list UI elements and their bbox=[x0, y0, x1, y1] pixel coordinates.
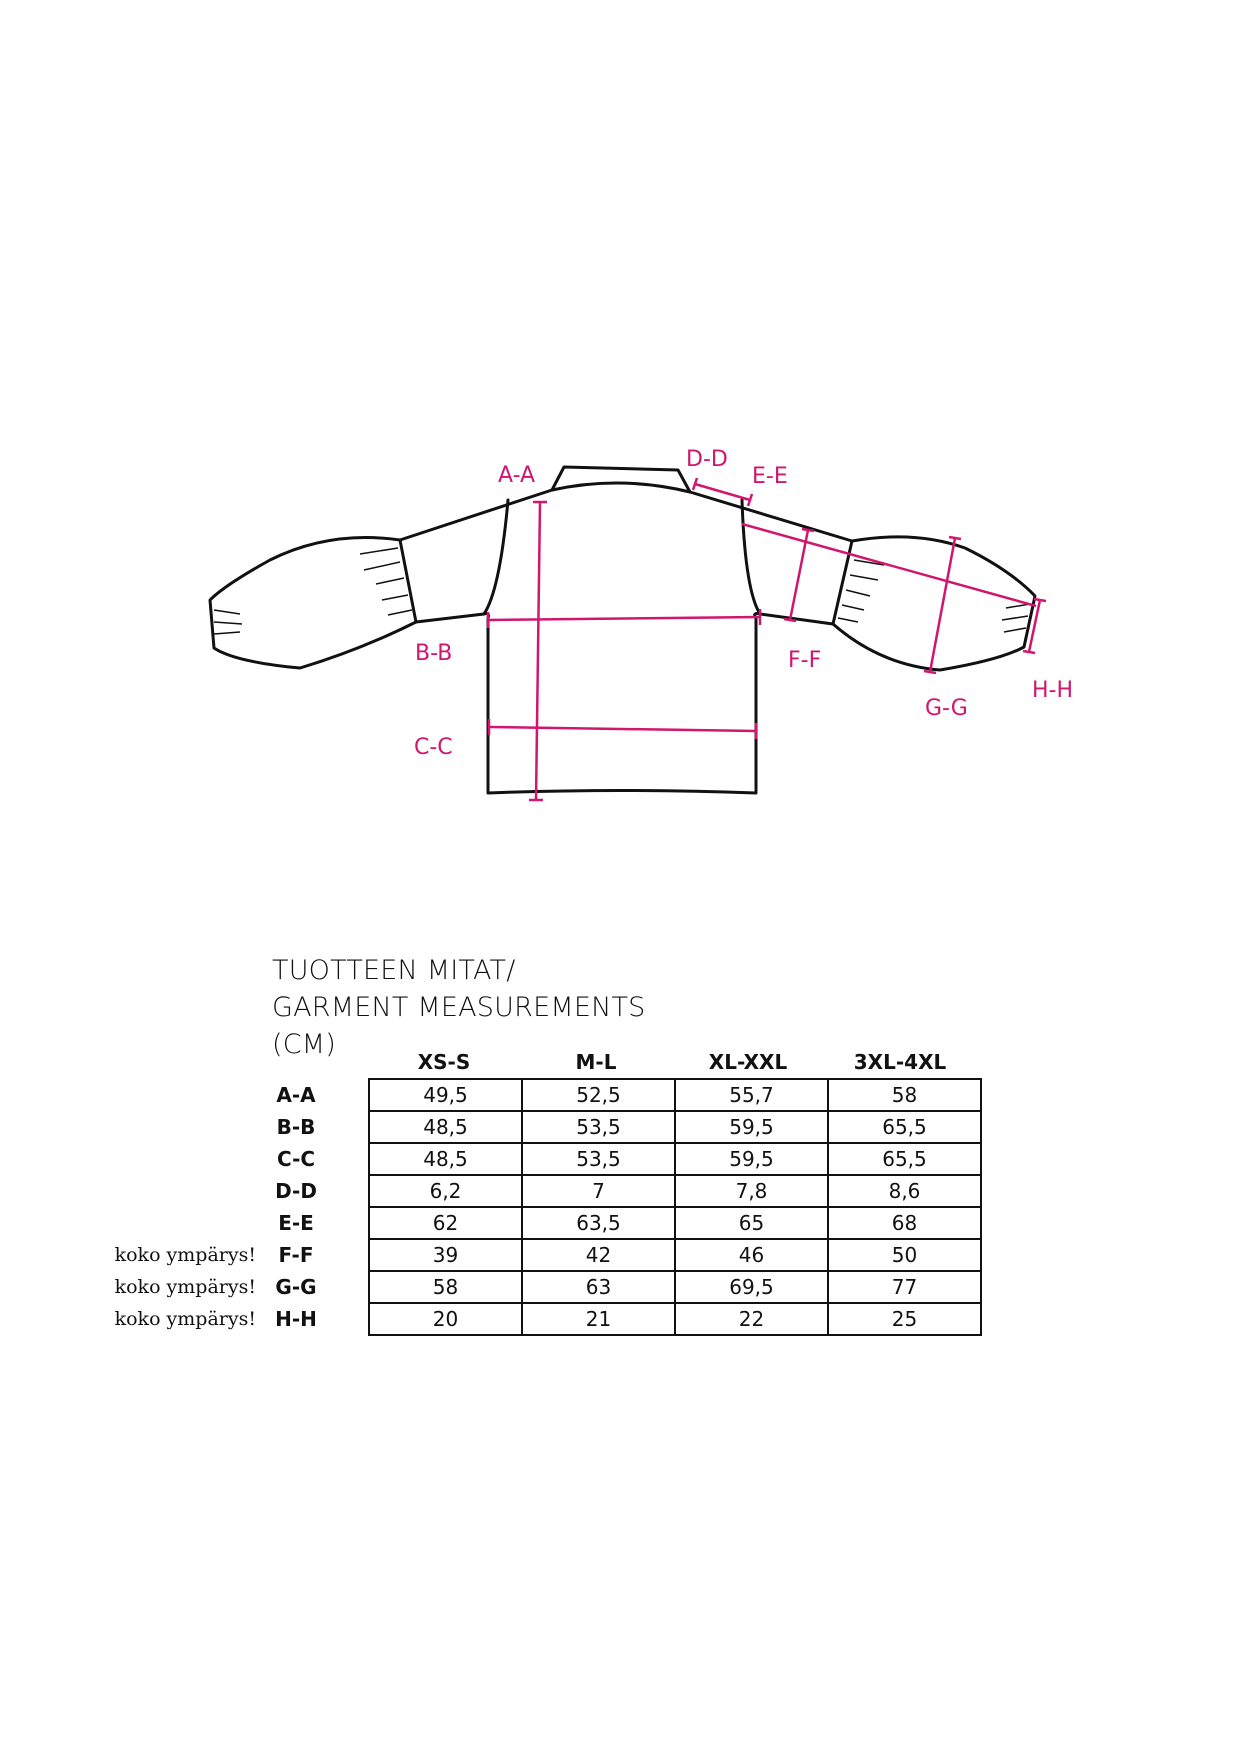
table-row bbox=[369, 1303, 981, 1335]
label-bb: B-B bbox=[415, 641, 453, 666]
table-cell: 65,5 bbox=[828, 1111, 981, 1143]
table-row bbox=[369, 1271, 981, 1303]
table-cell: 55,7 bbox=[675, 1079, 828, 1111]
left-puff-sleeve bbox=[210, 538, 416, 669]
table-cell: 52,5 bbox=[522, 1079, 675, 1111]
table-row bbox=[369, 1175, 981, 1207]
column-header-xl-xxl: XL-XXL bbox=[708, 1050, 788, 1074]
measure-gg-line bbox=[930, 538, 955, 672]
measure-dd-line bbox=[695, 484, 750, 500]
row-code: A-A bbox=[276, 1083, 316, 1107]
table-cell: 58 bbox=[369, 1271, 522, 1303]
table-cell: 48,5 bbox=[369, 1111, 522, 1143]
measure-cc-line bbox=[489, 727, 756, 731]
title-line-1: TUOTTEEN MITAT/ bbox=[272, 955, 516, 986]
table-title bbox=[272, 952, 646, 1063]
table-cell: 7 bbox=[522, 1175, 675, 1207]
right-shoulder bbox=[690, 492, 852, 541]
title-line-3: (CM) bbox=[272, 1029, 337, 1060]
sweater-outline bbox=[210, 467, 1035, 793]
table-cell: 63,5 bbox=[522, 1207, 675, 1239]
table-cell: 21 bbox=[522, 1303, 675, 1335]
table-cell: 8,6 bbox=[828, 1175, 981, 1207]
table-row bbox=[369, 1079, 981, 1111]
label-ff: F-F bbox=[788, 648, 822, 673]
body bbox=[484, 614, 760, 794]
table-row bbox=[369, 1207, 981, 1239]
row-note: koko ympärys! bbox=[114, 1244, 256, 1266]
table-row bbox=[369, 1111, 981, 1143]
measure-aa-line bbox=[536, 502, 540, 800]
row-code: C-C bbox=[276, 1147, 316, 1171]
table-cell: 58 bbox=[828, 1079, 981, 1111]
row-code: B-B bbox=[276, 1115, 316, 1139]
table-cell: 49,5 bbox=[369, 1079, 522, 1111]
table-cell: 50 bbox=[828, 1239, 981, 1271]
row-note: koko ympärys! bbox=[114, 1276, 256, 1298]
row-code: D-D bbox=[275, 1179, 317, 1203]
table-cell: 42 bbox=[522, 1239, 675, 1271]
neckline bbox=[552, 483, 690, 492]
table-cell: 20 bbox=[369, 1303, 522, 1335]
table-cell: 65 bbox=[675, 1207, 828, 1239]
table-cell: 69,5 bbox=[675, 1271, 828, 1303]
measure-hh-line bbox=[1029, 600, 1040, 652]
column-header-3xl-4xl: 3XL-4XL bbox=[853, 1050, 947, 1074]
measurement-table bbox=[368, 1078, 982, 1336]
table-cell: 53,5 bbox=[522, 1111, 675, 1143]
label-ee: E-E bbox=[752, 464, 788, 489]
table-cell: 39 bbox=[369, 1239, 522, 1271]
row-note: koko ympärys! bbox=[114, 1308, 256, 1330]
table-cell: 62 bbox=[369, 1207, 522, 1239]
right-upper-sleeve bbox=[742, 500, 852, 624]
table-cell: 53,5 bbox=[522, 1143, 675, 1175]
row-code: H-H bbox=[275, 1307, 317, 1331]
table-cell: 68 bbox=[828, 1207, 981, 1239]
table-cell: 59,5 bbox=[675, 1111, 828, 1143]
label-dd: D-D bbox=[686, 447, 728, 472]
row-code: F-F bbox=[278, 1243, 314, 1267]
table-cell: 25 bbox=[828, 1303, 981, 1335]
table-cell: 6,2 bbox=[369, 1175, 522, 1207]
row-code: E-E bbox=[278, 1211, 314, 1235]
table-cell: 65,5 bbox=[828, 1143, 981, 1175]
label-aa: A-A bbox=[498, 463, 536, 488]
table-cell: 77 bbox=[828, 1271, 981, 1303]
table-cell: 63 bbox=[522, 1271, 675, 1303]
left-upper-sleeve bbox=[400, 500, 508, 622]
gather-lines bbox=[214, 548, 1030, 634]
label-gg: G-G bbox=[925, 696, 968, 721]
table-cell: 46 bbox=[675, 1239, 828, 1271]
measure-bb-line bbox=[488, 617, 760, 620]
table-cell: 59,5 bbox=[675, 1143, 828, 1175]
label-cc: C-C bbox=[414, 735, 453, 760]
table-cell: 22 bbox=[675, 1303, 828, 1335]
left-shoulder bbox=[400, 490, 552, 540]
column-header-xs-s: XS-S bbox=[417, 1050, 471, 1074]
table-cell: 7,8 bbox=[675, 1175, 828, 1207]
table-cell: 48,5 bbox=[369, 1143, 522, 1175]
label-hh: H-H bbox=[1032, 678, 1074, 703]
title-line-2: GARMENT MEASUREMENTS bbox=[272, 992, 646, 1023]
row-code: G-G bbox=[275, 1275, 317, 1299]
column-header-m-l: M-L bbox=[575, 1050, 617, 1074]
measure-ff-line bbox=[790, 530, 808, 620]
measurement-lines bbox=[488, 478, 1046, 800]
table-row bbox=[369, 1143, 981, 1175]
table-row bbox=[369, 1239, 981, 1271]
